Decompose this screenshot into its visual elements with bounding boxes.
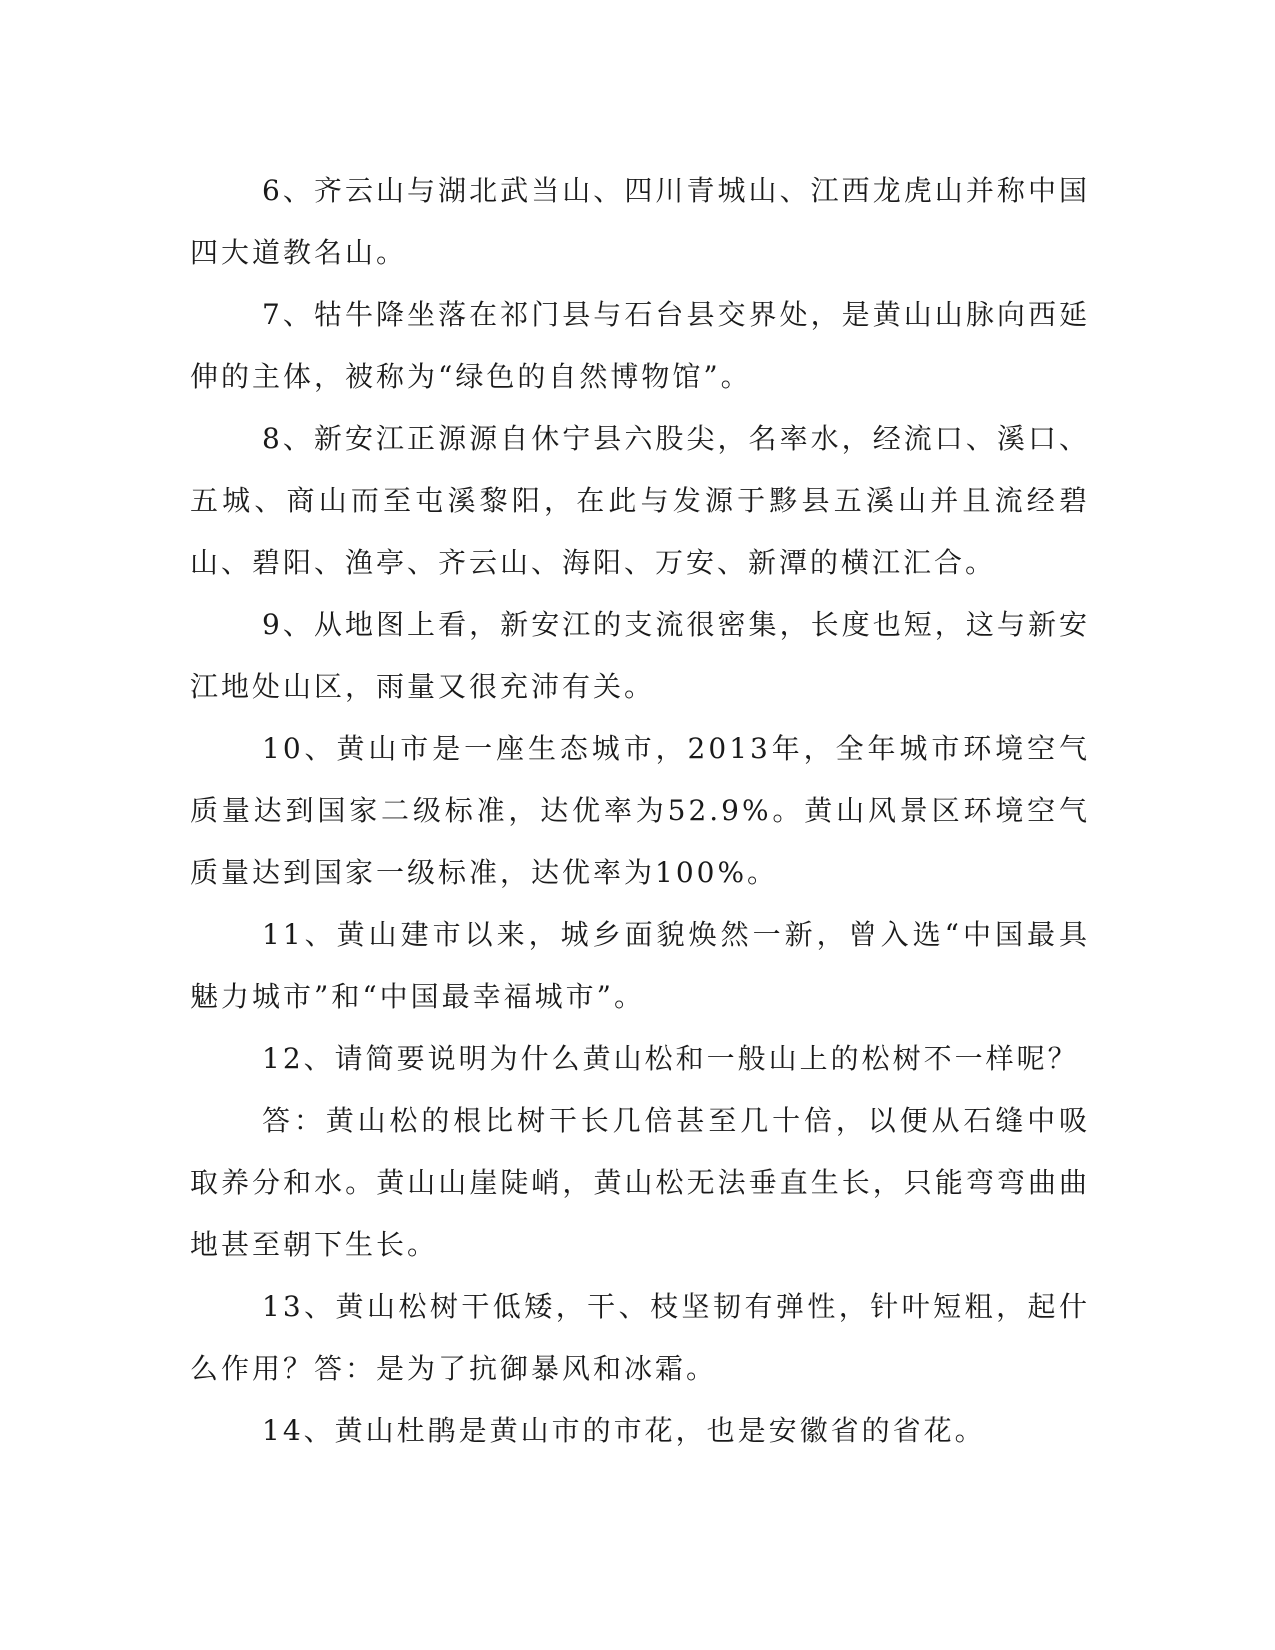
document-body (190, 160, 1090, 1462)
paragraph-11: 11、黄山建市以来，城乡面貌焕然一新，曾入选“中国最具魅力城市”和“中国最幸福城市”。 (190, 918, 1090, 1013)
paragraph-7: 7、牯牛降坐落在祁门县与石台县交界处，是黄山山脉向西延伸的主体，被称为“绿色的自然博物馆”。 (190, 298, 1090, 393)
paragraph-12-answer: 答：黄山松的根比树干长几倍甚至几十倍，以便从石缝中吸取养分和水。黄山山崖陡峭，黄山松无法垂直生长，只能弯弯曲曲地甚至朝下生长。 (190, 1104, 1090, 1261)
paragraph-8: 8、新安江正源源自休宁县六股尖，名率水，经流口、溪口、五城、商山而至屯溪黎阳，在此与发源于黟县五溪山并且流经碧山、碧阳、渔亭、齐云山、海阳、万安、新潭的横江汇合。 (190, 422, 1090, 579)
paragraph-13: 13、黄山松树干低矮，干、枝坚韧有弹性，针叶短粗，起什么作用？答：是为了抗御暴风和冰霜。 (190, 1290, 1090, 1385)
paragraph-9: 9、从地图上看，新安江的支流很密集，长度也短，这与新安江地处山区，雨量又很充沛有关。 (190, 608, 1090, 703)
paragraph-10: 10、黄山市是一座生态城市，2013年，全年城市环境空气质量达到国家二级标准，达优率为52.9%。黄山风景区环境空气质量达到国家一级标准，达优率为100%。 (190, 732, 1090, 889)
paragraph-6: 6、齐云山与湖北武当山、四川青城山、江西龙虎山并称中国四大道教名山。 (190, 174, 1090, 269)
paragraph-14: 14、黄山杜鹃是黄山市的市花，也是安徽省的省花。 (262, 1414, 986, 1447)
paragraph-12-question: 12、请简要说明为什么黄山松和一般山上的松树不一样呢？ (262, 1042, 1079, 1075)
